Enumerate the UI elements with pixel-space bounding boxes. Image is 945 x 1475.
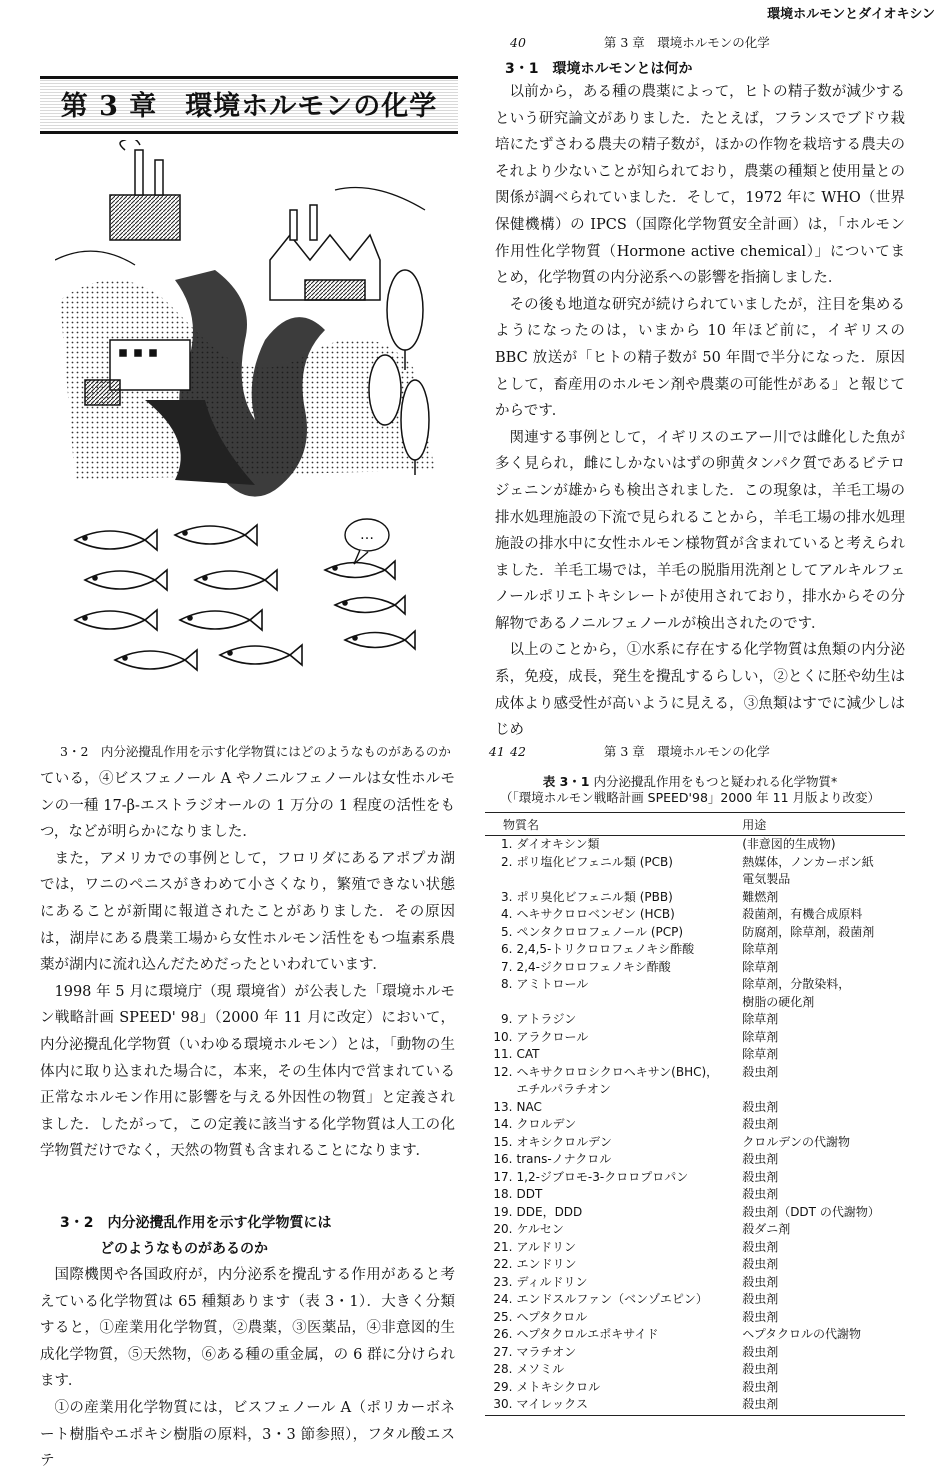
table-rule-bottom [485, 1415, 905, 1416]
substance-use: 殺虫剤 [742, 1117, 779, 1131]
table-row [485, 1046, 905, 1064]
substance-name: エチルパラチオン [516, 1082, 611, 1096]
page41-body-2 [40, 1262, 455, 1475]
table-row [485, 1396, 905, 1414]
table-row [485, 836, 905, 854]
column-header-use: 用途 [742, 818, 767, 832]
page-header-40 [510, 33, 770, 51]
substance-use: 防腐剤，除草剤，殺菌剤 [742, 924, 875, 939]
table-row [485, 924, 905, 942]
row-number: 26. [493, 1327, 513, 1341]
paragraph: その後も地道な研究が続けられていましたが，注目を集めるようになったのは，いまから 10 年ほど前に，イギリスの BBC 放送が「ヒトの精子数が 50 年間で半分になった．原因として，畜産用のホルモン剤や農薬の可能性がある」と報じてからです． [495, 296, 905, 420]
table-caption [480, 774, 900, 806]
substance-use: 除草剤 [742, 959, 779, 974]
row-number [485, 994, 517, 1012]
row-number: 15. [493, 1134, 513, 1149]
substance-use: 除草剤 [742, 1012, 779, 1026]
substance-name: ヘプタクロルエポキサイド [516, 1327, 659, 1341]
substance-use [742, 1081, 905, 1099]
table-header-row [485, 813, 905, 836]
table-row [485, 1099, 905, 1117]
table-label: 表 3・1 [542, 774, 590, 789]
substance-name: DDE，DDD [516, 1204, 583, 1219]
table-row [485, 994, 905, 1012]
row-number: 30. [493, 1397, 513, 1411]
table-row [485, 1186, 905, 1204]
row-number: 18. [493, 1187, 513, 1201]
substance-name: エンドスルファン（ベンゾエピン） [516, 1292, 708, 1306]
table-row [485, 959, 905, 977]
pollution-illustration [55, 140, 450, 700]
factory-top-left [110, 140, 180, 240]
substance-use: 殺虫剤 [742, 1064, 779, 1079]
table-row [485, 1274, 905, 1292]
speech-bubble-text: … [360, 527, 374, 543]
row-number [485, 1081, 517, 1099]
fish-school-left [75, 525, 302, 670]
row-number: 11. [493, 1047, 513, 1061]
table-row [485, 1221, 905, 1239]
substance-name: 2,4,5-トリクロロフェノキシ酢酸 [516, 942, 695, 956]
row-number: 21. [493, 1239, 513, 1254]
substance-name: ポリ塩化ビフェニル類 (PCB) [516, 854, 673, 869]
substance-name: DDT [516, 1187, 543, 1201]
table-row [485, 1204, 905, 1222]
substance-name: ケルセン [516, 1222, 564, 1236]
substance-use: 殺虫剤 [742, 1099, 779, 1114]
substance-use: 難燃剤 [742, 889, 779, 904]
row-number: 4. [501, 907, 513, 921]
page-header-42 [510, 742, 770, 760]
substance-use: 樹脂の硬化剤 [742, 994, 815, 1009]
substance-use: 除草剤 [742, 1029, 779, 1044]
fish-school-right [325, 561, 415, 649]
substance-name [517, 994, 743, 1012]
paragraph: また，アメリカでの事例として，フロリダにあるアポプカ湖では，ワニのペニスがきわめて小さくなり，繁殖できない状態にあることが新聞に報道されたことがありました．その原因は，湖岸にある農業工場から女性ホルモン活性をもつ塩素系農薬が湖内に流れ込んだためだったといわれています． [40, 850, 455, 974]
table-row [485, 854, 905, 872]
substance-name: 1,2-ジブロモ-3-クロロプロパン [516, 1169, 689, 1184]
row-number: 9. [501, 1012, 513, 1026]
paragraph: 以上のことから，①水系に存在する化学物質は魚類の内分泌系，免疫，成長，発生を攪乱するらしい，②とくに胚や幼生は成体より感受性が高いように見える，③魚類はすでに減少しはじめ [495, 642, 905, 739]
row-number: 6. [501, 942, 513, 956]
substance-use: 殺虫剤 [742, 1187, 779, 1201]
substance-use: 殺虫剤 [742, 1309, 779, 1324]
substance-use: 殺虫剤 [742, 1379, 779, 1394]
substance-use: 熱媒体，ノンカーボン紙 [742, 854, 874, 869]
page-header-41 [60, 742, 505, 760]
table-row [485, 1326, 905, 1344]
row-number: 3. [501, 889, 513, 904]
row-number: 23. [493, 1274, 513, 1289]
table-row [485, 906, 905, 924]
substance-name: アトラジン [516, 1012, 577, 1026]
substance-name: アラクロール [516, 1029, 589, 1044]
chemical-table [485, 813, 905, 1414]
table-row [485, 1134, 905, 1152]
page-number: 41 [488, 744, 505, 759]
substance-use: 除草剤 [742, 1047, 779, 1061]
table-row [485, 1379, 905, 1397]
factory-right [270, 205, 380, 300]
substance-use: 殺虫剤 [742, 1362, 779, 1376]
substance-use: 殺虫剤 [742, 1169, 779, 1184]
substance-use: クロルデンの代謝物 [742, 1134, 850, 1149]
table-row [485, 1256, 905, 1274]
substance-use: 殺菌剤，有機合成原料 [742, 907, 863, 921]
row-number: 29. [493, 1379, 513, 1394]
row-number: 8. [501, 977, 513, 991]
table-row [485, 1361, 905, 1379]
substance-name: アミトロール [516, 977, 589, 991]
row-number: 10. [493, 1029, 513, 1044]
row-number: 28. [493, 1362, 513, 1376]
section-heading-3-1: 3・1 環境ホルモンとは何か [505, 61, 693, 77]
substance-use: 殺虫剤 [742, 1292, 779, 1306]
column-header-name: 物質名 [503, 818, 540, 832]
row-number: 13. [493, 1099, 513, 1114]
section-heading-3-2-line1: 3・2 内分泌攪乱作用を示す化学物質には [60, 1215, 332, 1231]
row-number: 12. [493, 1064, 513, 1079]
table-container [485, 813, 905, 1414]
table-row [485, 1291, 905, 1309]
substance-name: ダイオキシン類 [516, 837, 600, 851]
substance-name: ヘキサクロロベンゼン (HCB) [516, 907, 675, 921]
row-number: 24. [493, 1292, 513, 1306]
page-header-text: 3・2 内分泌攪乱作用を示す化学物質にはどのようなものがあるのか [60, 744, 451, 759]
running-title: 環境ホルモンとダイオキシン [767, 7, 935, 22]
row-number: 20. [493, 1222, 513, 1236]
page-header-text: 第 3 章 環境ホルモンの化学 [603, 35, 770, 50]
table-row [485, 1081, 905, 1099]
row-number: 7. [501, 959, 513, 974]
table-row [485, 1309, 905, 1327]
substance-use: 殺虫剤（DDT の代謝物） [742, 1204, 880, 1219]
substance-name: メトキシクロル [516, 1379, 601, 1394]
paragraph: ている，④ビスフェノール A やノニルフェノールは女性ホルモンの一種 17-β-エストラジオールの 1 万分の 1 程度の活性をもつ，などが明らかになりました． [40, 771, 455, 841]
page-number: 42 [510, 744, 526, 759]
paragraph: 関連する事例として，イギリスのエアー川では雌化した魚が多く見られ，雌にしかないはずの卵黄タンパク質であるビテロジェニンが雄からも検出されました．この現象は，羊毛工場の排水処理施設の下流で見られることから，羊毛工場の排水処理施設の排水中に女性ホルモン様物質が含まれていると考えられました．羊毛工場では，羊毛の脱脂用洗剤としてアルキルフェノールポリエトキシレートが使用されており，排水からその分解物であるノニルフェノールが検出されたのです． [495, 429, 905, 632]
row-number: 14. [493, 1117, 513, 1131]
table-row [485, 1011, 905, 1029]
substance-name: ディルドリン [516, 1274, 588, 1289]
substance-use: 殺虫剤 [742, 1152, 779, 1166]
table-body [485, 836, 905, 1414]
page40-body [495, 79, 905, 744]
substance-use: 電気製品 [742, 872, 791, 886]
table-row [485, 1344, 905, 1362]
substance-name: 2,4-ジクロロフェノキシ酢酸 [516, 959, 671, 974]
substance-name: ペンタクロロフェノール (PCP) [516, 924, 684, 939]
row-number: 25. [493, 1309, 513, 1324]
row-number: 27. [493, 1344, 513, 1359]
table-row [485, 871, 905, 889]
substance-name: ヘキサクロロシクロヘキサン(BHC)， [516, 1064, 719, 1079]
substance-name: CAT [516, 1047, 540, 1061]
paragraph: 国際機関や各国政府が，内分泌系を攪乱する作用があると考えている化学物質は 65 種類あります（表 3・1）．大きく分類すると，①産業用化学物質，②農薬，③医薬品，④非意図的生成化学物質，⑤天然物，⑥ある種の重金属，の 6 群に分けられます． [40, 1267, 455, 1390]
table-row [485, 1116, 905, 1134]
substance-name [517, 871, 743, 889]
substance-name: ヘプタクロル [516, 1309, 588, 1324]
substance-name: クロルデン [516, 1117, 577, 1131]
substance-name: trans-ノナクロル [516, 1152, 612, 1166]
substance-use: 殺虫剤 [742, 1344, 779, 1359]
row-number: 19. [493, 1204, 513, 1219]
row-number: 22. [493, 1257, 513, 1271]
paragraph: ①の産業用化学物質には，ビスフェノール A（ポリカーボネート樹脂やエポキシ樹脂の原料，3・3 節参照），フタル酸エステ [40, 1399, 455, 1470]
substance-name: ポリ臭化ビフェニル類 (PBB) [516, 889, 673, 904]
page-header-text: 第 3 章 環境ホルモンの化学 [603, 744, 770, 759]
row-number: 17. [493, 1169, 513, 1184]
substance-name: マラチオン [516, 1344, 577, 1359]
substance-use: 除草剤，分散染料， [742, 977, 851, 991]
table-row [485, 1169, 905, 1187]
substance-use: (非意図的生成物) [742, 837, 836, 851]
row-number: 5. [501, 924, 513, 939]
paragraph: 1998 年 5 月に環境庁（現 環境省）が公表した「環境ホルモン戦略計画 SPEED' 98」（2000 年 11 月に改定）において，内分泌攪乱化学物質（いわゆる環境ホルモン）とは，「動物の生体内に取り込まれた場合に，本来，その生体内で営まれている正常なホルモン作用に影響を与える外因性の物質」と定義されました．したがって，この定義に該当する化学物質は人工の化学物質だけでなく，天然の物質も含まれることになります． [40, 983, 455, 1160]
chapter-title: 第 3 章 環境ホルモンの化学 [60, 91, 438, 122]
substance-name: NAC [516, 1099, 542, 1114]
table-row [485, 1064, 905, 1082]
page41-body [40, 766, 455, 1165]
table-rule-header [485, 835, 905, 836]
table-row [485, 1151, 905, 1169]
row-number: 1. [501, 837, 513, 851]
table-row [485, 976, 905, 994]
substance-use: 除草剤 [742, 942, 779, 956]
row-number [485, 871, 517, 889]
table-subtitle: （「環境ホルモン戦略計画 SPEED'98」2000 年 11 月版より改変） [499, 790, 881, 805]
substance-name: アルドリン [516, 1239, 577, 1254]
substance-use: 殺虫剤 [742, 1274, 779, 1289]
substance-use: 殺ダニ剤 [742, 1222, 791, 1236]
table-row [485, 941, 905, 959]
paragraph: 以前から，ある種の農薬によって，ヒトの精子数が減少するという研究論文がありました．たとえば，フランスでブドウ栽培にたずさわる農夫の精子数が，ほかの作物を栽培する農夫のそれより少ないことが知られており，農薬の種類と使用量との関係が調べられていました．そして，1972 年に WHO（世界保健機構）の IPCS（国際化学物質安全計画）は，「ホルモン作用性化学物質（Hormone active chemical）」についてまとめ，化学物質の内分泌系への影響を指摘しました． [495, 84, 905, 287]
table-title: 内分泌攪乱作用をもつと疑われる化学物質* [593, 774, 838, 789]
substance-use: 殺虫剤 [742, 1257, 779, 1271]
table-row [485, 1239, 905, 1257]
substance-use: 殺虫剤 [742, 1397, 779, 1411]
substance-use: 殺虫剤 [742, 1239, 779, 1254]
substance-use: ヘプタクロルの代謝物 [742, 1327, 861, 1341]
substance-name: オキシクロルデン [516, 1134, 612, 1149]
table-row [485, 889, 905, 907]
row-number: 16. [493, 1152, 513, 1166]
section-heading-3-2-line2: どのようなものがあるのか [100, 1241, 268, 1257]
substance-name: マイレックス [516, 1397, 589, 1411]
page-number: 40 [510, 35, 526, 50]
substance-name: エンドリン [516, 1257, 577, 1271]
substance-name: メソミル [516, 1362, 565, 1376]
table-row [485, 1029, 905, 1047]
row-number: 2. [501, 854, 513, 869]
